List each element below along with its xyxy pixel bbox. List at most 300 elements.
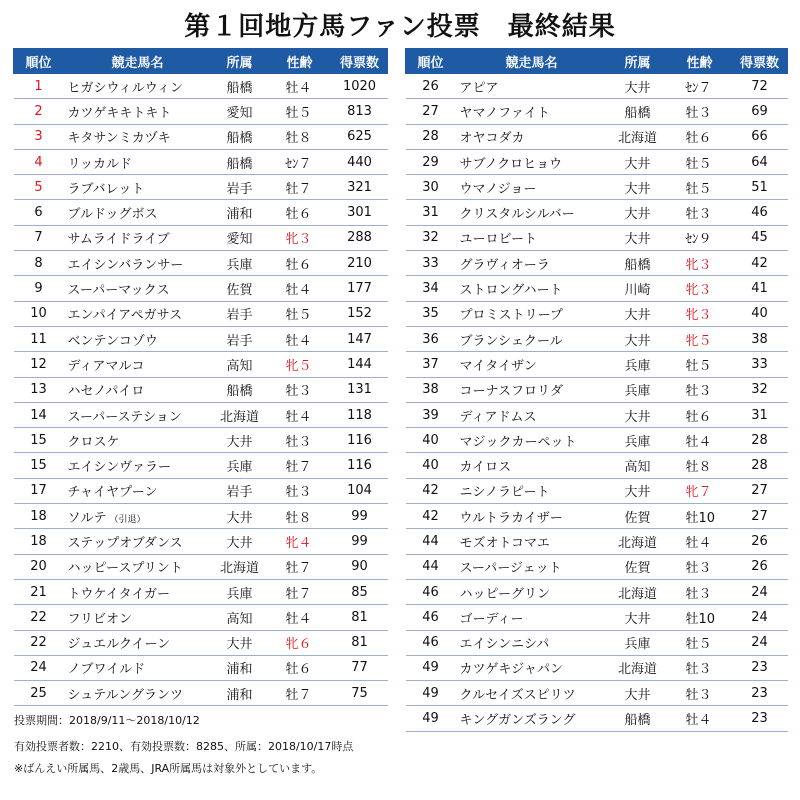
header-sex-age: 性齢	[668, 49, 732, 74]
horse-name-cell	[456, 402, 608, 427]
affiliation-cell	[608, 453, 668, 478]
retired-note: （引退）	[109, 514, 146, 525]
affiliation-cell	[608, 377, 668, 402]
table-row	[14, 428, 388, 453]
rank-cell	[406, 175, 456, 200]
affiliation-cell-text: 佐賀	[624, 510, 651, 526]
rank-cell-text: 26	[422, 78, 439, 94]
rank-cell-text: 21	[30, 584, 47, 600]
header-name: 競走馬名	[64, 49, 212, 74]
rank-cell	[14, 251, 64, 276]
table-row	[406, 200, 788, 225]
horse-name-cell	[64, 124, 212, 149]
header-votes: 得票数	[732, 49, 788, 74]
rank-cell	[406, 251, 456, 276]
table-row	[14, 352, 388, 377]
horse-name-cell-text: ソルテ	[67, 510, 107, 526]
votes-cell	[732, 200, 788, 225]
rank-cell-text: 46	[422, 609, 439, 625]
affiliation-cell-text: 岩手	[226, 485, 253, 501]
votes-cell-text: 118	[347, 407, 372, 423]
horse-name-cell	[456, 655, 608, 680]
affiliation-cell	[212, 605, 268, 630]
table-row	[406, 99, 788, 124]
sex-age-cell-text: 牝３	[285, 232, 312, 248]
horse-name-cell	[456, 251, 608, 276]
sex-age-cell	[668, 74, 732, 99]
header-name: 競走馬名	[456, 49, 608, 74]
rank-cell-text: 49	[422, 660, 439, 676]
votes-cell-text: 288	[347, 230, 372, 246]
sex-age-cell	[668, 428, 732, 453]
rank-cell-text: 29	[422, 154, 439, 170]
sex-age-cell	[668, 124, 732, 149]
horse-name-cell	[456, 428, 608, 453]
rank-cell-text: 27	[422, 103, 439, 119]
sex-age-cell	[668, 453, 732, 478]
affiliation-cell	[212, 377, 268, 402]
affiliation-cell	[608, 149, 668, 174]
affiliation-cell	[212, 579, 268, 604]
sex-age-cell-text: 牡７	[285, 181, 312, 197]
horse-name-cell	[64, 478, 212, 503]
votes-cell-text: 104	[347, 483, 372, 499]
horse-name-cell-text: スーパージェット	[459, 561, 562, 577]
affiliation-cell-text: 岩手	[226, 308, 253, 324]
rank-cell	[14, 352, 64, 377]
sex-age-cell-text: 牡７	[285, 586, 312, 602]
affiliation-cell-text: 大井	[624, 333, 651, 349]
horse-name-cell	[64, 99, 212, 124]
affiliation-cell	[608, 655, 668, 680]
horse-name-cell	[64, 605, 212, 630]
sex-age-cell-text: 牝４	[285, 535, 312, 551]
horse-name-cell	[456, 554, 608, 579]
sex-age-cell	[668, 225, 732, 250]
horse-name-cell	[64, 225, 212, 250]
affiliation-cell	[212, 301, 268, 326]
affiliation-cell-text: 大井	[624, 232, 651, 248]
votes-cell	[732, 428, 788, 453]
affiliation-cell-text: 船橋	[624, 257, 651, 273]
votes-cell	[732, 630, 788, 655]
horse-name-cell-text: プロミストリープ	[459, 308, 563, 324]
sex-age-cell	[668, 402, 732, 427]
horse-name-cell-text: スーパーマックス	[67, 283, 170, 299]
votes-cell	[732, 326, 788, 351]
votes-cell	[332, 99, 388, 124]
affiliation-cell-text: 佐賀	[624, 561, 651, 577]
sex-age-cell-text: 牡３	[685, 207, 712, 223]
affiliation-cell-text: 高知	[226, 611, 253, 627]
table-row	[406, 478, 788, 503]
horse-name-cell-text: ノブワイルド	[67, 662, 146, 678]
votes-cell-text: 116	[347, 458, 372, 474]
affiliation-cell	[608, 124, 668, 149]
horse-name-cell	[64, 655, 212, 680]
rank-cell-text: 40	[422, 458, 439, 474]
horse-name-cell-text: ジュエルクイーン	[67, 637, 171, 653]
sex-age-cell	[668, 554, 732, 579]
votes-cell-text: 26	[751, 559, 768, 575]
horse-name-cell-text: ブルドッグボス	[67, 207, 158, 223]
rank-cell-text: 44	[422, 533, 439, 549]
rank-cell	[406, 124, 456, 149]
sex-age-cell-text: 牝７	[685, 485, 712, 501]
table-row	[406, 630, 788, 655]
horse-name-cell	[456, 377, 608, 402]
affiliation-cell	[608, 402, 668, 427]
rank-cell-text: 49	[422, 711, 439, 727]
horse-name-cell	[456, 175, 608, 200]
affiliation-cell	[608, 326, 668, 351]
horse-name-cell-text: ニシノラピート	[459, 485, 550, 501]
affiliation-cell	[608, 175, 668, 200]
rank-cell-text: 38	[422, 382, 439, 398]
voting-stats: 有効投票者数：2210、有効投票数：8285、所属：2018/10/17時点	[14, 740, 354, 753]
sex-age-cell	[668, 301, 732, 326]
horse-name-cell	[456, 453, 608, 478]
votes-cell-text: 1020	[342, 78, 377, 94]
rank-cell	[406, 225, 456, 250]
horse-name-cell	[456, 326, 608, 351]
horse-name-cell-text: カツゲキジャパン	[459, 662, 563, 678]
sex-age-cell	[268, 225, 332, 250]
rank-cell	[14, 504, 64, 529]
votes-cell-text: 27	[751, 483, 768, 499]
sex-age-cell-text: 牡４	[285, 333, 312, 349]
sex-age-cell-text: 牝６	[285, 637, 312, 653]
sex-age-cell	[268, 428, 332, 453]
sex-age-cell	[668, 681, 732, 706]
affiliation-cell	[212, 200, 268, 225]
votes-cell	[732, 478, 788, 503]
affiliation-cell-text: 北海道	[617, 586, 657, 602]
rank-cell	[14, 301, 64, 326]
horse-name-cell	[64, 428, 212, 453]
votes-cell-text: 152	[347, 306, 372, 322]
rank-cell	[14, 402, 64, 427]
table-row	[406, 681, 788, 706]
votes-cell	[332, 251, 388, 276]
affiliation-cell	[608, 504, 668, 529]
votes-cell-text: 51	[751, 179, 768, 195]
header-rank: 順位	[14, 49, 64, 74]
sex-age-cell	[668, 352, 732, 377]
affiliation-cell-text: 船橋	[226, 80, 253, 96]
affiliation-cell-text: 浦和	[226, 687, 253, 703]
rank-cell-text: 33	[422, 255, 439, 271]
sex-age-cell-text: ｾﾝ９	[685, 232, 712, 248]
horse-name-cell	[64, 402, 212, 427]
votes-cell	[732, 529, 788, 554]
rank-cell	[14, 149, 64, 174]
rank-cell	[14, 478, 64, 503]
sex-age-cell	[668, 200, 732, 225]
horse-name-cell	[456, 225, 608, 250]
affiliation-cell	[212, 74, 268, 99]
rank-cell-text: 5	[34, 179, 43, 195]
sex-age-cell	[268, 554, 332, 579]
votes-cell	[332, 301, 388, 326]
votes-cell	[332, 681, 388, 706]
votes-cell	[332, 605, 388, 630]
horse-name-cell	[64, 579, 212, 604]
sex-age-cell	[268, 175, 332, 200]
horse-name-cell-text: ヒガシウィルウィン	[67, 80, 183, 96]
header-affiliation: 所属	[608, 49, 668, 74]
horse-name-cell	[456, 124, 608, 149]
horse-name-cell-text: キングガンズラング	[459, 713, 576, 729]
affiliation-cell-text: 大井	[624, 207, 651, 223]
affiliation-cell-text: 大井	[226, 535, 253, 551]
horse-name-cell-text: エイシンニシパ	[459, 637, 550, 653]
rank-cell	[406, 681, 456, 706]
sex-age-cell	[268, 200, 332, 225]
affiliation-cell-text: 愛知	[226, 105, 253, 121]
rank-cell-text: 6	[34, 205, 43, 221]
affiliation-cell	[212, 453, 268, 478]
rank-cell-text: 18	[30, 533, 47, 549]
rank-cell	[406, 605, 456, 630]
rank-cell	[406, 377, 456, 402]
rank-cell	[14, 377, 64, 402]
table-row	[406, 225, 788, 250]
affiliation-cell-text: 兵庫	[226, 586, 253, 602]
horse-name-cell-text: サムライドライブ	[67, 232, 170, 248]
table-row	[14, 554, 388, 579]
votes-cell-text: 64	[751, 154, 768, 170]
table-row	[14, 124, 388, 149]
horse-name-cell	[456, 706, 608, 731]
votes-cell	[732, 554, 788, 579]
votes-cell	[732, 605, 788, 630]
rank-cell	[14, 276, 64, 301]
affiliation-cell-text: 大井	[624, 409, 651, 425]
page-title: 第１回地方馬ファン投票 最終結果	[184, 12, 616, 42]
sex-age-cell-text: 牡６	[685, 131, 712, 147]
horse-name-cell-text: シュテルングランツ	[67, 687, 184, 703]
votes-cell	[732, 301, 788, 326]
horse-name-cell-text: リッカルド	[67, 156, 132, 172]
votes-cell-text: 131	[347, 382, 372, 398]
sex-age-cell-text: 牡３	[285, 485, 312, 501]
table-row	[14, 630, 388, 655]
horse-name-cell-text: ハッピーグリン	[459, 586, 550, 602]
horse-name-cell	[456, 630, 608, 655]
affiliation-cell-text: 岩手	[226, 181, 253, 197]
affiliation-cell	[608, 276, 668, 301]
horse-name-cell-text: サブノクロヒョウ	[459, 156, 563, 172]
rank-cell-text: 12	[30, 356, 47, 372]
horse-name-cell	[64, 74, 212, 99]
votes-cell	[332, 377, 388, 402]
horse-name-cell	[64, 453, 212, 478]
votes-cell-text: 116	[347, 432, 372, 448]
affiliation-cell	[608, 428, 668, 453]
horse-name-cell	[456, 276, 608, 301]
votes-cell-text: 85	[351, 584, 368, 600]
votes-cell-text: 813	[347, 103, 372, 119]
rank-cell	[14, 605, 64, 630]
votes-cell-text: 23	[751, 660, 768, 676]
affiliation-cell	[212, 276, 268, 301]
table-row	[406, 326, 788, 351]
header-affiliation: 所属	[212, 49, 268, 74]
sex-age-cell	[268, 453, 332, 478]
votes-cell	[732, 655, 788, 680]
sex-age-cell-text: 牝５	[285, 358, 312, 374]
horse-name-cell	[456, 478, 608, 503]
rank-cell	[14, 529, 64, 554]
sex-age-cell-text: 牡６	[685, 409, 712, 425]
votes-cell-text: 33	[751, 356, 768, 372]
rank-cell-text: 18	[30, 508, 47, 524]
affiliation-cell-text: 高知	[624, 460, 651, 476]
horse-name-cell	[64, 276, 212, 301]
rank-cell	[406, 200, 456, 225]
affiliation-cell-text: 北海道	[617, 662, 657, 678]
sex-age-cell	[668, 251, 732, 276]
rank-cell-text: 20	[30, 559, 47, 575]
votes-cell-text: 72	[751, 78, 768, 94]
affiliation-cell	[212, 251, 268, 276]
votes-cell	[332, 276, 388, 301]
sex-age-cell-text: 牡３	[685, 662, 712, 678]
horse-name-cell	[64, 149, 212, 174]
sex-age-cell-text: 牡４	[685, 434, 712, 450]
table-row	[14, 74, 388, 99]
sex-age-cell	[268, 99, 332, 124]
affiliation-cell-text: 北海道	[617, 131, 657, 147]
table-row	[406, 74, 788, 99]
votes-cell	[732, 99, 788, 124]
table-row	[14, 681, 388, 706]
sex-age-cell	[668, 99, 732, 124]
sex-age-cell	[668, 377, 732, 402]
sex-age-cell-text: ｾﾝ７	[685, 80, 712, 96]
sex-age-cell	[268, 478, 332, 503]
votes-cell	[332, 402, 388, 427]
horse-name-cell	[456, 681, 608, 706]
sex-age-cell-text: 牡５	[685, 358, 712, 374]
votes-cell	[732, 225, 788, 250]
affiliation-cell-text: 浦和	[226, 207, 253, 223]
horse-name-cell-text: フリビオン	[67, 611, 132, 627]
sex-age-cell	[268, 605, 332, 630]
votes-cell	[332, 175, 388, 200]
sex-age-cell-text: 牡３	[285, 384, 312, 400]
table-row	[14, 276, 388, 301]
votes-cell	[332, 225, 388, 250]
votes-cell	[732, 149, 788, 174]
affiliation-cell-text: 兵庫	[624, 637, 651, 653]
table-row	[406, 428, 788, 453]
rank-cell	[406, 352, 456, 377]
sex-age-cell-text: 牡５	[285, 105, 312, 121]
votes-cell	[332, 655, 388, 680]
results-body-left	[14, 74, 388, 706]
votes-cell-text: 24	[751, 609, 768, 625]
rank-cell-text: 13	[30, 382, 47, 398]
table-row	[406, 175, 788, 200]
sex-age-cell-text: 牡７	[285, 460, 312, 476]
table-row	[406, 276, 788, 301]
table-row	[14, 251, 388, 276]
affiliation-cell-text: 高知	[226, 358, 253, 374]
horse-name-cell-text: クリスタルシルバー	[459, 207, 575, 223]
table-row	[14, 301, 388, 326]
votes-cell-text: 177	[347, 281, 372, 297]
votes-cell	[732, 352, 788, 377]
affiliation-cell	[608, 605, 668, 630]
votes-cell	[732, 377, 788, 402]
affiliation-cell-text: 船橋	[226, 156, 253, 172]
horse-name-cell-text: ベンテンコゾウ	[67, 333, 158, 349]
votes-cell	[332, 579, 388, 604]
horse-name-cell-text: アピア	[459, 80, 499, 96]
table-row	[406, 377, 788, 402]
affiliation-cell	[608, 478, 668, 503]
rank-cell	[406, 579, 456, 604]
table-row	[14, 529, 388, 554]
votes-cell-text: 40	[751, 306, 768, 322]
sex-age-cell-text: 牡８	[285, 510, 312, 526]
table-row	[14, 175, 388, 200]
rank-cell-text: 44	[422, 559, 439, 575]
rank-cell-text: 7	[34, 230, 43, 246]
votes-cell-text: 45	[751, 230, 768, 246]
sex-age-cell-text: 牡４	[285, 283, 312, 299]
rank-cell	[406, 428, 456, 453]
rank-cell	[406, 402, 456, 427]
affiliation-cell-text: 大井	[624, 687, 651, 703]
horse-name-cell-text: モズオトコマエ	[459, 535, 550, 551]
affiliation-cell-text: 船橋	[624, 713, 651, 729]
sex-age-cell	[268, 579, 332, 604]
affiliation-cell-text: 兵庫	[624, 358, 651, 374]
affiliation-cell	[608, 301, 668, 326]
horse-name-cell	[64, 377, 212, 402]
rank-cell-text: 22	[30, 635, 47, 651]
horse-name-cell-text: グラヴィオーラ	[459, 257, 550, 273]
votes-cell-text: 23	[751, 711, 768, 727]
votes-cell	[332, 453, 388, 478]
horse-name-cell	[456, 149, 608, 174]
votes-cell	[732, 402, 788, 427]
rank-cell	[14, 554, 64, 579]
horse-name-cell	[64, 504, 212, 529]
table-row	[406, 124, 788, 149]
affiliation-cell-text: 浦和	[226, 662, 253, 678]
votes-cell-text: 301	[347, 205, 372, 221]
affiliation-cell-text: 大井	[624, 611, 651, 627]
affiliation-cell	[608, 251, 668, 276]
votes-cell-text: 147	[347, 331, 372, 347]
header-rank: 順位	[406, 49, 456, 74]
affiliation-cell-text: 北海道	[617, 535, 657, 551]
horse-name-cell	[64, 326, 212, 351]
sex-age-cell	[668, 630, 732, 655]
rank-cell-text: 14	[30, 407, 47, 423]
rank-cell-text: 4	[34, 154, 43, 170]
affiliation-cell	[212, 681, 268, 706]
sex-age-cell-text: 牡６	[285, 207, 312, 223]
sex-age-cell-text: 牡４	[285, 611, 312, 627]
votes-cell	[332, 124, 388, 149]
votes-cell	[732, 681, 788, 706]
affiliation-cell	[212, 504, 268, 529]
